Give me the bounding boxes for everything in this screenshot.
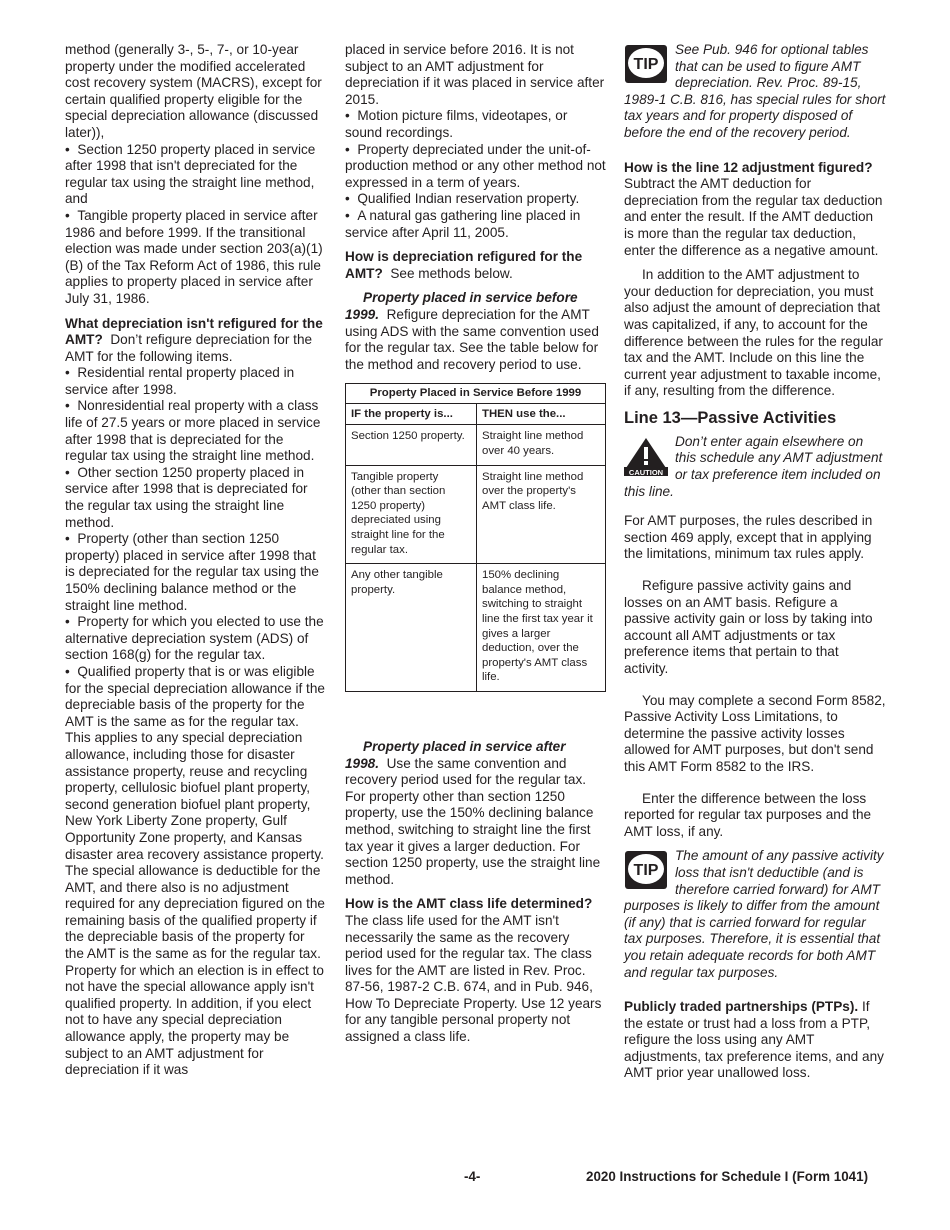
page-number: -4-: [464, 1169, 481, 1184]
paragraph: Refigure passive activity gains and losses on an AMT basis. Refigure a passive activity gain or loss by taking into account all AMT adjustments or tax preference items that pertain to that activity.: [624, 578, 873, 676]
paragraph-text: See methods below.: [390, 265, 513, 281]
tip-note: [624, 848, 886, 981]
table-cell: Section 1250 property.: [346, 425, 477, 465]
paragraph: [624, 160, 886, 260]
paragraph: [65, 316, 327, 366]
paragraph-text: Use the same convention and recovery period used for the regular tax. For property other than section 1250 property, use the 150% declining balance method, switching to straight line the first tax year it gives a larger deduction. For section 1250 property, use the straight line method.: [345, 755, 601, 887]
section-heading: How is depreciation refigured for the AMT?: [345, 249, 583, 281]
caution-note: [624, 434, 886, 500]
bullet-item: • Other section 1250 property placed in service after 1998 that is depreciated for the regular tax using the straight line method.: [65, 465, 327, 531]
bullet-item: • Tangible property placed in service after 1986 and before 1999. If the transitional election was made under section 203(a)(1)(B) of the Tax Reform Act of 1986, this rule applies to property placed in service after July 31, 1986.: [65, 208, 327, 308]
paragraph: [345, 290, 607, 373]
tip-icon: [624, 44, 668, 84]
paragraph: In addition to the AMT adjustment to your deduction for depreciation, you must also adjust the amount of depreciation that was capitalized, if any, to account for the difference between the rules for the regular tax and the AMT. Include on this line the current year adjustment to taxable income, if any, resulting from the difference.: [624, 267, 883, 399]
section-heading: Publicly traded partnerships (PTPs).: [624, 999, 859, 1015]
paragraph: [345, 739, 607, 888]
table-header-then: THEN use the...: [477, 403, 606, 425]
tip-icon: [624, 850, 668, 890]
caution-icon-label: CAUTION: [628, 467, 664, 476]
column-middle: [345, 42, 607, 1046]
bullet-item: • Section 1250 property placed in service after 1998 that isn't depreciated for the regular tax using the straight line method, and: [65, 142, 327, 208]
bullet-item: • Residential rental property placed in service after 1998.: [65, 365, 327, 398]
tip-text: See Pub. 946 for optional tables that can be used to figure AMT depreciation. Rev. Proc. 89-15, 1989-1 C.B. 816, has special rules for short tax years and for property disposed of before the end of the recovery period.: [624, 42, 886, 140]
section-heading: What depreciation isn't refigured for the AMT?: [65, 315, 323, 348]
table-cell: Straight line method over the property's AMT class life.: [477, 465, 606, 564]
run-in-heading: Property placed in service before 1999.: [345, 290, 578, 322]
paragraph: You may complete a second Form 8582, Passive Activity Loss Limitations, to determine the passive activity losses allowed for AMT purposes, but don't send this AMT Form 8582 to the IRS.: [624, 692, 886, 774]
paragraph: placed in service before 2016. It is not subject to an AMT adjustment for depreciation if it was placed in service after 2015.: [345, 42, 605, 107]
paragraph: Enter the difference between the loss reported for regular tax purposes and the AMT loss, if any.: [624, 790, 872, 839]
bullet-item: • Property (other than section 1250 property) placed in service after 1998 that is depreciated for the regular tax using the 150% declining balance method or the straight line method.: [65, 531, 327, 614]
bullet-item: • Motion picture films, videotapes, or sound recordings.: [345, 108, 607, 141]
bullet-item: • Qualified Indian reservation property.: [345, 191, 607, 208]
paragraph-text: Don’t refigure depreciation for the AMT for the following items.: [65, 332, 313, 364]
paragraph: [345, 249, 607, 282]
bullet-item: • Property depreciated under the unit-of-production method or any other method not expressed in a term of years.: [345, 142, 607, 192]
tip-icon-label: TIP: [633, 862, 659, 880]
tip-icon-label: TIP: [633, 56, 659, 73]
depreciation-method-table: [345, 383, 606, 692]
paragraph-text: The class life used for the AMT isn't necessarily the same as the recovery period used for the regular tax. The class lives for the AMT are listed in Rev. Proc. 87-56, 1987-2 C.B. 674, and in Pub. 946, How To Depreciate Property. Use 12 years for any tangible personal property not assigned a class life.: [345, 912, 602, 1045]
section-title: Line 13—Passive Activities: [624, 408, 837, 427]
table-caption: Property Placed in Service Before 1999: [346, 384, 606, 404]
paragraph-text: Refigure depreciation for the AMT using ADS with the same convention used for the regular tax. See the table below for the method and recovery period to use.: [345, 306, 599, 372]
paragraph-text: Subtract the AMT deduction for depreciation from the regular tax deduction and enter the result. If the AMT deduction is more than the regular tax deduction, enter the difference as a negative amount.: [624, 176, 883, 258]
bullet-item: • Qualified property that is or was eligible for the special depreciation allowance if the depreciable basis of the property for the AMT is the same as for the regular tax. This applies to any special depreciation allowance, including those for disaster assistance property, reuse and recycling property, cellulosic biofuel plant property, second generation biofuel plant property, New York Liberty Zone property, Gulf Opportunity Zone property, and Kansas disaster area recovery assistance property. The special allowance is deductible for the AMT, and there also is no adjustment required for any depreciation figured on the remaining basis of the qualified property if the depreciable basis of the property for the AMT is the same as for the regular tax. Property for which an election is in effect to not have the special allowance apply isn't qualified property. In addition, if you elect not to have any special depreciation allowance apply, the property may be subject to an AMT adjustment for depreciation if it was: [65, 664, 327, 1079]
paragraph: [345, 896, 607, 1045]
bullet-item: • Nonresidential real property with a class life of 27.5 years or more placed in service after 1998 that is depreciated for the regular tax using the straight line method.: [65, 398, 327, 464]
table-row: [346, 425, 606, 465]
section-heading: How is the AMT class life determined?: [345, 896, 593, 912]
column-right: [624, 42, 886, 1082]
table-cell: Any other tangible property.: [346, 564, 477, 692]
paragraph: For AMT purposes, the rules described in section 469 apply, except that in applying the limitations, minimum tax rules apply.: [624, 513, 873, 562]
tip-note: [624, 42, 886, 142]
section-heading: How is the line 12 adjustment figured?: [624, 159, 873, 175]
document-footer-title: 2020 Instructions for Schedule I (Form 1041): [586, 1169, 869, 1184]
caution-text: Don’t enter again elsewhere on this schedule any AMT adjustment or tax preference item included on this line.: [624, 433, 883, 499]
table-row: [346, 564, 606, 692]
paragraph: [624, 999, 886, 1082]
caution-icon: [624, 436, 668, 476]
column-left: [65, 42, 327, 1079]
table-cell: Straight line method over 40 years.: [477, 425, 606, 465]
table-header-if: IF the property is...: [346, 403, 477, 425]
tip-text: The amount of any passive activity loss that isn't deductible (and is therefore carried forward) for AMT purposes is likely to differ from the amount (if any) that is carried forward for regular tax purposes. Therefore, it is essential that you retain adequate records for both AMT and regular tax purposes.: [624, 848, 884, 980]
paragraph: method (generally 3-, 5-, 7-, or 10-year property under the modified accelerated cost recovery system (MACRS), except for certain qualified property eligible for the special depreciation allowance (discussed later)),: [65, 42, 322, 140]
table-cell: 150% declining balance method, switching to straight line the first tax year it gives a larger deduction, over the property's AMT class life.: [477, 564, 606, 692]
bullet-item: • Property for which you elected to use the alternative depreciation system (ADS) of section 168(g) for the regular tax.: [65, 614, 327, 664]
table-row: [346, 465, 606, 564]
paragraph-text: If the estate or trust had a loss from a PTP, refigure the loss using any AMT adjustments, tax preference items, and any AMT prior year unallowed loss.: [624, 999, 884, 1081]
table-cell: Tangible property (other than section 1250 property) depreciated using straight line for the regular tax.: [346, 465, 477, 564]
bullet-item: • A natural gas gathering line placed in service after April 11, 2005.: [345, 208, 607, 241]
run-in-heading: Property placed in service after 1998.: [345, 738, 566, 771]
